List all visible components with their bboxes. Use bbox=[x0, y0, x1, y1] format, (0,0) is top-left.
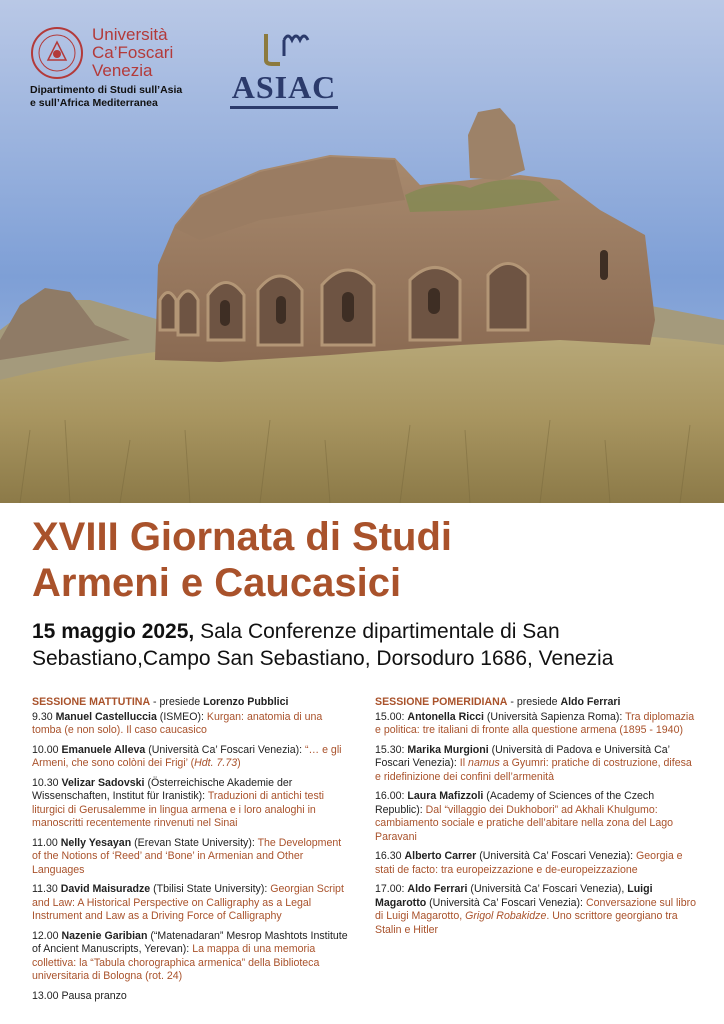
event-title-line-2: Armeni e Caucasici bbox=[32, 561, 402, 605]
entry-speaker: Velizar Sadovski bbox=[61, 776, 145, 789]
entry-title-italic: Grigol Robakidze bbox=[465, 910, 547, 922]
ca-foscari-logo bbox=[30, 26, 240, 116]
entry-title-text: “… e gli Armeni, che sono colòni dei Frigi’ ( bbox=[32, 743, 342, 769]
event-date-venue bbox=[32, 618, 613, 672]
event-title-line-1: XVIII Giornata di Studi bbox=[32, 515, 453, 559]
entry-affiliation: (Università Sapienza Roma): bbox=[483, 710, 626, 723]
entry-time: 9.30 bbox=[32, 710, 53, 723]
entry-time: 15.00: bbox=[375, 710, 405, 723]
session-presides: - presiede bbox=[150, 696, 204, 708]
entry-title-text: Conversazione sul libro di Luigi Magarotto, bbox=[375, 896, 697, 922]
entry-affiliation: (Università Ca’ Foscari Venezia): bbox=[145, 743, 306, 756]
program-entry bbox=[32, 883, 352, 924]
entry-affiliation: (Università di Padova e Università Ca’ Foscari Venezia): bbox=[375, 743, 670, 769]
entry-speaker: Manuel Castelluccia bbox=[55, 710, 157, 723]
entry-title-text: a Gyumri: pratiche di costruzione, difesa e ridefinizione dei confini dell’armenità bbox=[375, 757, 692, 783]
entry-time: 10.30 bbox=[32, 776, 59, 789]
entry-affiliation: (“Matenadaran” Mesrop Mashtots Institute of Ancient Manuscripts, Yerevan): bbox=[32, 929, 348, 955]
entry-title: Georgian Script and Law: A Historical Perspective on Calligraphy as a Legal Instrument and Law as a Driving Force of Calligraphy bbox=[32, 883, 344, 922]
university-name bbox=[92, 26, 173, 80]
entry-affiliation: (Tbilisi State University): bbox=[150, 883, 271, 895]
event-date: 15 maggio 2025, bbox=[32, 620, 195, 643]
university-name-line: Università bbox=[92, 25, 168, 44]
entry-time: 11.00 bbox=[32, 836, 58, 849]
program-entry bbox=[32, 744, 352, 771]
session-header bbox=[32, 696, 352, 710]
program-entry bbox=[375, 883, 700, 937]
entry-title: Kurgan: anatomia di una tomba (e non solo). Il caso caucasico bbox=[32, 710, 323, 736]
entry-speaker: Antonella Ricci bbox=[407, 710, 484, 723]
entry-speaker: David Maisuradze bbox=[60, 883, 151, 895]
university-name-line: Venezia bbox=[92, 61, 153, 80]
entry-title-end: . Uno scrittore georgiano tra Stalin e Hitler bbox=[375, 910, 678, 936]
entry-time: 16.30 bbox=[375, 850, 402, 862]
entry-title-end: ) bbox=[237, 757, 241, 769]
program-entry bbox=[32, 930, 352, 984]
entry-time: 17.00: bbox=[375, 883, 405, 895]
entry-speaker: Aldo Ferrari bbox=[407, 883, 468, 895]
entry-affiliation: (ISMEO): bbox=[156, 710, 207, 723]
program-entry bbox=[375, 850, 700, 877]
university-name-line: Ca’Foscari bbox=[92, 43, 174, 62]
entry-speaker: Nazenie Garibian bbox=[61, 929, 148, 942]
hero-photo bbox=[0, 0, 724, 503]
entry-speaker: Emanuele Alleva bbox=[61, 743, 146, 756]
entry-speaker: Marika Murgioni bbox=[407, 743, 489, 756]
entry-title: La mappa di una memoria collettiva: la “Tabula chorographica armenica” della Biblioteca universitaria di Bologna (rot. 24) bbox=[32, 943, 320, 982]
asiac-monogram-icon bbox=[260, 30, 310, 66]
entry-speaker: Laura Mafizzoli bbox=[407, 790, 484, 802]
session-name: SESSIONE MATTUTINA bbox=[32, 696, 151, 708]
morning-session bbox=[32, 696, 352, 1009]
program-entry bbox=[375, 711, 700, 738]
lunch-break: 13.00 Pausa pranzo bbox=[32, 989, 127, 1002]
program-entry bbox=[32, 711, 352, 738]
event-venue-line-2: Sebastiano,Campo San Sebastiano, Dorsoduro 1686, Venezia bbox=[32, 647, 614, 670]
program-entry bbox=[375, 790, 700, 844]
entry-affiliation-2: (Università Ca’ Foscari Venezia): bbox=[426, 896, 586, 909]
entry-time: 15.30: bbox=[375, 743, 405, 756]
entry-title: Dal “villaggio dei Dukhobori” ad Akhali Khulgumo: cambiamento sociale e pratiche dell’abitare nella zona del Lago Paravani bbox=[375, 803, 673, 843]
entry-title-italic: namus bbox=[468, 757, 500, 769]
session-presides: - presiede bbox=[507, 696, 561, 708]
entry-affiliation: (Erevan State University): bbox=[131, 836, 258, 849]
event-venue-line-1: Sala Conferenze dipartimentale di San bbox=[194, 620, 560, 643]
entry-title: The Development of the Notions of ‘Reed’ and ‘Bone’ in Armenian and Other Languages bbox=[32, 836, 342, 876]
entry-time: 11.30 bbox=[32, 883, 58, 895]
session-chair: Aldo Ferrari bbox=[560, 696, 621, 708]
department-line: Dipartimento di Studi sull’Asia bbox=[30, 84, 183, 96]
asiac-logo bbox=[228, 30, 340, 110]
session-chair: Lorenzo Pubblici bbox=[203, 696, 289, 708]
department-line: e sull’Africa Mediterranea bbox=[30, 97, 158, 109]
entry-affiliation: (Österreichische Akademie der Wissenschaften, Institut für Iranistik): bbox=[32, 776, 293, 802]
entry-speaker-2: Luigi Magarotto bbox=[375, 883, 653, 909]
entry-speaker: Alberto Carrer bbox=[404, 850, 477, 862]
event-title bbox=[32, 514, 452, 606]
asiac-wordmark: ASIAC bbox=[231, 69, 337, 105]
entry-time: 12.00 bbox=[32, 929, 59, 942]
entry-speaker: Nelly Yesayan bbox=[60, 836, 132, 849]
entry-affiliation: (Università Ca’ Foscari Venezia): bbox=[476, 850, 637, 862]
entry-title-pre: Il bbox=[459, 757, 469, 769]
entry-affiliation: (Università Ca’ Foscari Venezia), bbox=[467, 883, 628, 895]
entry-time: 10.00 bbox=[32, 743, 59, 756]
entry-title-italic: Hdt. 7.73 bbox=[194, 757, 238, 769]
asiac-underline bbox=[230, 106, 338, 109]
entry-title: Tra diplomazia e politica: tre italiani di fronte alla questione armena (1895 - 1940) bbox=[375, 710, 695, 736]
session-name: SESSIONE POMERIDIANA bbox=[375, 696, 508, 708]
entry-title: Traduzioni di antichi testi liturgici di Gerusalemme in lingua armena e i loro analoghi in manoscritti recentemente rinvenuti nel Sinai bbox=[32, 790, 325, 829]
program-entry bbox=[32, 777, 352, 831]
afternoon-session bbox=[375, 696, 700, 943]
program-entry bbox=[375, 744, 700, 785]
session-header bbox=[375, 696, 700, 710]
entry-time: 16.00: bbox=[375, 790, 405, 802]
entry-title: Georgia e stati de facto: tra europeizzazione e de-europeizzazione bbox=[375, 850, 683, 876]
ca-foscari-seal-icon bbox=[30, 26, 84, 80]
program-entry bbox=[32, 837, 352, 878]
entry-affiliation: (Academy of Sciences of the Czech Republic): bbox=[375, 790, 655, 816]
department-name bbox=[30, 84, 182, 110]
